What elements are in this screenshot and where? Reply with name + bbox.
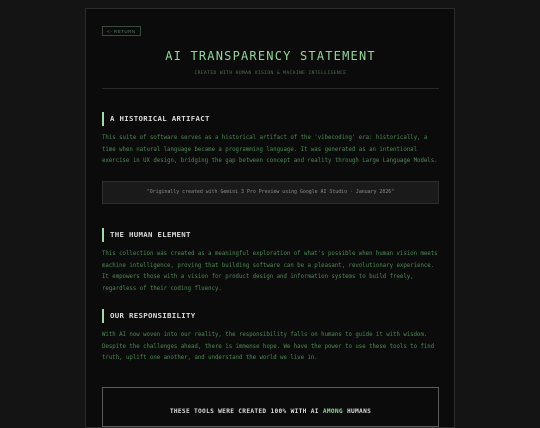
footer-banner [102, 387, 439, 427]
section-body-historical-artifact: This suite of software serves as a historical artifact of the 'vibecoding' era: historically, a time when natural language became a programming language. It was generated as an intentional exercise in UX design, bridging the gap between concept and reality through Large Language Models. [102, 135, 438, 164]
page-subtitle: CREATED WITH HUMAN VISION & MACHINE INTELLIGENCE [194, 71, 347, 76]
section-heading-historical-artifact: A HISTORICAL ARTIFACT [102, 112, 210, 126]
return-button[interactable]: <- RETURN [102, 26, 141, 36]
page-title: AI TRANSPARENCY STATEMENT [165, 49, 376, 63]
section-body-our-responsibility: With AI now woven into our reality, the responsibility falls on humans to guide it with wisdom. Despite the challenges ahead, there is immense hope. We have the power to use these tools to find truth, uplift one another, and understand the world we live in. [102, 332, 435, 361]
footer-text-start: THESE TOOLS WERE CREATED 100% WITH AI [169, 408, 323, 415]
footer-highlight: AMONG [322, 408, 343, 415]
section-heading-human-element: THE HUMAN ELEMENT [102, 228, 191, 242]
statement-panel [85, 8, 455, 428]
section-body-human-element: This collection was created as a meaningful exploration of what's possible when human vision meets machine intelligence, proving that building software can be a pleasant, revolutionary experience. It empowers those with a vision for product design and information systems to build freely, regardless of their coding fluency. [102, 251, 438, 292]
footer-text-end: HUMANS [342, 408, 372, 415]
section-heading-our-responsibility: OUR RESPONSIBILITY [102, 309, 196, 323]
header-divider [102, 88, 439, 89]
origin-quote: "Originally created with Gemini 3 Pro Preview using Google AI Studio · January 2026" [102, 181, 439, 204]
